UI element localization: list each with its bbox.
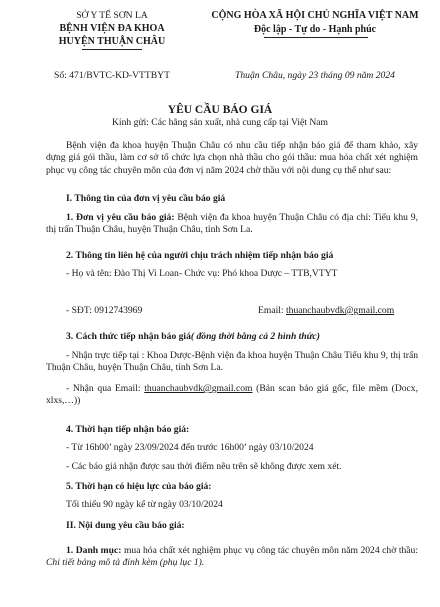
document-number: Số: 471/BVTC-KD-VTTBYT <box>54 70 170 81</box>
reception-period: - Từ 16h00’ ngày 23/09/2024 đến trước 16h00’ ngày 03/10/2024 <box>66 442 314 453</box>
contact-phone: - SĐT: 0912743969 <box>66 305 143 316</box>
contact-email-row <box>258 305 394 316</box>
quote-validity: Tối thiểu 90 ngày kể từ ngày 03/10/2024 <box>66 499 223 510</box>
contact-name: - Họ và tên: Đào Thị Vi Loan- Chức vụ: Phó khoa Dược – TTB,VTYT <box>66 268 338 279</box>
country-name: CỘNG HÒA XÃ HỘI CHỦ NGHĨA VIỆT NAM <box>211 10 419 21</box>
place-and-date: Thuận Châu, ngày 23 tháng 09 năm 2024 <box>235 70 395 81</box>
section-1-item-2-label: 2. Thông tin liên hệ của người chịu trách nhiệm tiếp nhận báo giá <box>66 250 334 261</box>
section-1-item-4-label: 4. Thời hạn tiếp nhận báo giá: <box>66 424 190 435</box>
contact-email-link[interactable]: thuanchaubvdk@gmail.com <box>285 305 395 316</box>
section-1-item-5-label: 5. Thời hạn có hiệu lực của báo giá: <box>66 481 212 492</box>
email-receipt <box>46 383 418 408</box>
direct-receipt: - Nhận trực tiếp tại : Khoa Dược-Bệnh viện đa khoa huyện Thuận Châu Tiểu khu 9, thị trấn Thuận Châu, huyện Thuận Châu, tỉnh Sơn La. <box>46 350 418 374</box>
email-receipt-note: (Bản scan báo giá gốc, file mềm (Docx, xlxs,…)) <box>46 383 418 407</box>
section-2-item-1-label: 1. Danh mục: <box>66 545 122 556</box>
section-2-item-1-italic: Chi tiết bảng mô tả đính kèm (phụ lục 1). <box>46 557 205 569</box>
section-2-item-1 <box>46 545 418 570</box>
recipient: Kính gửi: Các hãng sản xuất, nhà cung cấp tại Việt Nam <box>112 117 328 128</box>
late-quote-note: - Các báo giá nhận được sau thời điểm nêu trên sẽ không được xem xét. <box>66 461 342 472</box>
hospital-name-line2: HUYỆN THUẬN CHÂU <box>58 36 166 47</box>
email-receipt-link[interactable]: thuanchaubvdk@gmail.com <box>144 383 253 394</box>
section-1-item-3 <box>66 331 438 343</box>
contact-email-label: Email: <box>258 305 284 316</box>
item-1-text: Bệnh viện đa khoa huyện Thuận Châu có địa chỉ: Tiểu khu 9, thị trấn Thuận Châu, huyện Thuận Châu, tỉnh Sơn La. <box>46 212 418 236</box>
section-2-item-1-text: mua hóa chất xét nghiệm phục vụ công tác chuyên môn năm 2024 chờ thầu: <box>121 545 419 556</box>
header-left-rule <box>82 49 142 50</box>
item-1-label: 1. Đơn vị yêu cầu báo giá: <box>66 212 175 223</box>
intro-paragraph: Bệnh viện đa khoa huyện Thuận Châu có nhu cầu tiếp nhận báo giá để tham khảo, xây dựng giá gói thầu, làm cơ sở tổ chức lựa chọn nhà thầu cho gói thầu: mua hóa chất xét nghiệm phục vụ công tác chuyên môn của đơn vị năm 2024 chờ thầu với nội dung cụ thể như sau: <box>46 140 418 176</box>
dept-name: SỞ Y TẾ SƠN LA <box>76 10 148 21</box>
header-right-rule <box>264 37 368 38</box>
document-title: YÊU CẦU BÁO GIÁ <box>167 104 273 116</box>
section-1-item-1 <box>46 212 418 237</box>
national-motto: Độc lập - Tự do - Hạnh phúc <box>253 24 377 35</box>
section-2-heading: II. Nội dung yêu cầu báo giá: <box>66 520 185 531</box>
item-3-note: ( đồng thời bằng cả 2 hình thức) <box>190 331 320 342</box>
section-1-heading: I. Thông tin của đơn vị yêu cầu báo giá <box>66 193 226 204</box>
hospital-name-line1: BỆNH VIỆN ĐA KHOA <box>59 23 165 34</box>
email-receipt-label: - Nhận qua Email: <box>66 383 141 394</box>
item-3-label: 3. Cách thức tiếp nhận báo giá <box>66 331 191 342</box>
